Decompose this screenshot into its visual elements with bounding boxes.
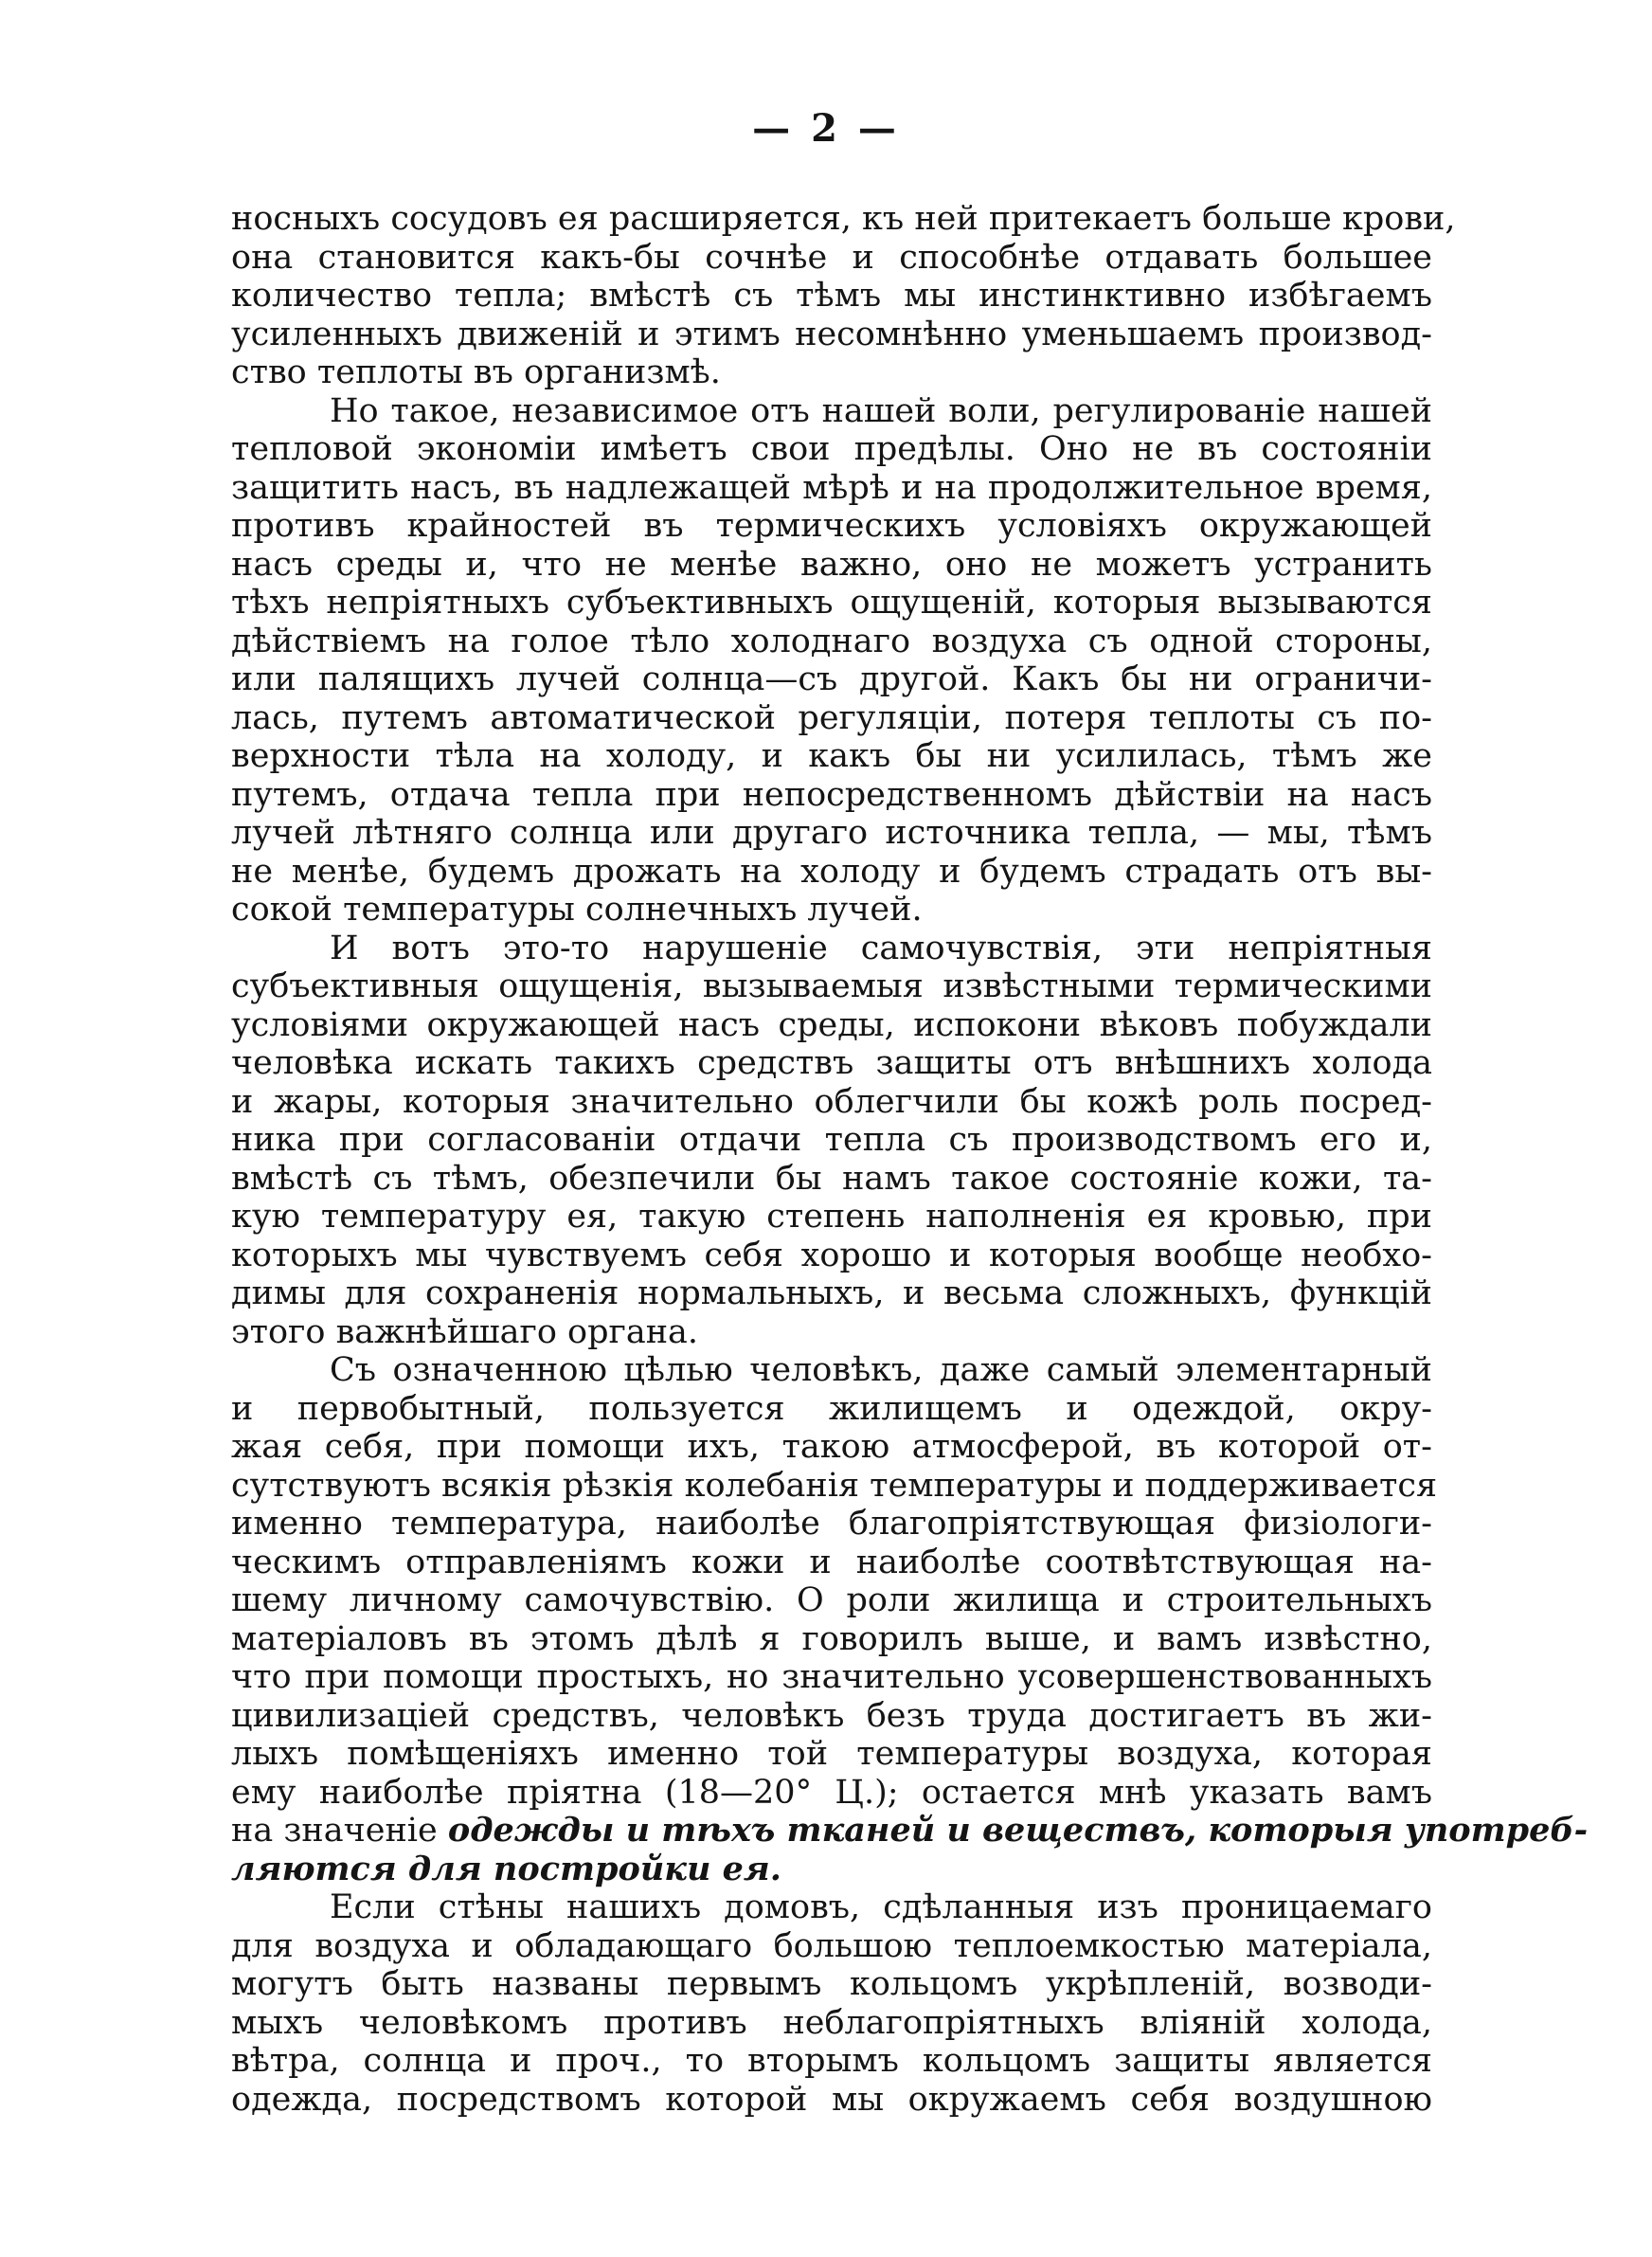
paragraph-2 [231, 392, 1432, 930]
text-line: тепловой экономіи имѣетъ свои предѣлы. Оно не въ состояніи [231, 430, 1432, 468]
text-line: верхности тѣла на холоду, и какъ бы ни усилилась, тѣмъ же [231, 737, 1432, 775]
text-line: могутъ быть названы первымъ кольцомъ укрѣпленій, возводи- [231, 1965, 1432, 2003]
paragraph-3 [231, 930, 1432, 1352]
text-line: что при помощи простыхъ, но значительно усовершенствованныхъ [231, 1658, 1432, 1696]
text-line: жая себя, при помощи ихъ, такою атмосферой, въ которой от- [231, 1428, 1432, 1466]
text-line: ника при согласованіи отдачи тепла съ производствомъ его и, [231, 1121, 1432, 1159]
paragraph-5 [231, 1888, 1432, 2119]
text-line: одежда, посредствомъ которой мы окружаемъ себя воздушною [231, 2080, 1432, 2119]
text-line: лась, путемъ автоматической регуляціи, потеря теплоты съ по- [231, 698, 1432, 737]
text-line: мыхъ человѣкомъ противъ неблагопріятныхъ вліяній холода, [231, 2003, 1432, 2042]
text-line: Но такое, независимое отъ нашей воли, регулированіе нашей [330, 391, 1432, 430]
paragraph-1 [231, 200, 1456, 392]
text-line: человѣка искать такихъ средствъ защиты отъ внѣшнихъ холода [231, 1044, 1432, 1082]
text-line: лучей лѣтняго солнца или другаго источника тепла, — мы, тѣмъ [231, 814, 1432, 852]
text-line: вѣтра, солнца и проч., то вторымъ кольцомъ защиты является [231, 2042, 1432, 2080]
text-line: И вотъ это-то нарушеніе самочувствія, эти непріятныя [330, 929, 1432, 967]
text-line: тѣхъ непріятныхъ субъективныхъ ощущеній, которыя вызываются [231, 584, 1432, 622]
text-line: сокой температуры солнечныхъ лучей. [231, 891, 923, 929]
text-line: условіями окружающей насъ среды, испокони вѣковъ побуждали [231, 1005, 1432, 1044]
text-line: вмѣстѣ съ тѣмъ, обезпечили бы намъ такое состояніе кожи, та- [231, 1159, 1432, 1198]
text-segment: на значеніе [231, 1812, 438, 1850]
text-line: и жары, которыя значительно облегчили бы кожѣ роль посред- [231, 1082, 1432, 1121]
text-line: противъ крайностей въ термическихъ условіяхъ окружающей [231, 507, 1432, 545]
text-line: этого важнѣйшаго органа. [231, 1312, 699, 1351]
text-line: кую температуру ея, такую степень наполненія ея кровью, при [231, 1198, 1432, 1236]
text-line: цивилизаціей средствъ, человѣкъ безъ труда достигаетъ въ жи- [231, 1696, 1432, 1735]
text-line: лыхъ помѣщеніяхъ именно той температуры воздуха, которая [231, 1735, 1432, 1773]
text-line: путемъ, отдача тепла при непосредственномъ дѣйствіи на насъ [231, 775, 1432, 814]
text-line: димы для сохраненія нормальныхъ, и весьма сложныхъ, функцій [231, 1274, 1432, 1312]
text-line: для воздуха и обладающаго большою теплоемкостью матеріала, [231, 1926, 1432, 1965]
italic-text: одежды и тѣхъ тканей и веществъ, которыя употреб- [447, 1811, 1589, 1850]
text-line: защитить насъ, въ надлежащей мѣрѣ и на продолжительное время, [231, 468, 1432, 507]
body-text [231, 200, 1589, 2119]
paragraph-4 [231, 1351, 1589, 1888]
text-line: она становится какъ-бы сочнѣе и способнѣе отдавать большее [231, 238, 1432, 277]
text-line: ему наиболѣе пріятна (18—20° Ц.); остается мнѣ указать вамъ [231, 1773, 1432, 1812]
text-line: именно температура, наиболѣе благопріятствующая физіологи- [231, 1505, 1432, 1543]
text-line: Если стѣны нашихъ домовъ, сдѣланныя изъ проницаемаго [330, 1888, 1432, 1926]
text-line: сутствуютъ всякія рѣзкія колебанія температуры и поддерживается [231, 1466, 1438, 1505]
text-line: не менѣе, будемъ дрожать на холоду и будемъ страдать отъ вы- [231, 852, 1432, 891]
text-line: носныхъ сосудовъ ея расширяется, къ ней притекаетъ больше крови, [231, 200, 1456, 238]
text-line: количество тепла; вмѣстѣ съ тѣмъ мы инстинктивно избѣгаемъ [231, 277, 1432, 315]
page-number: — 2 — [752, 106, 900, 151]
text-line: ство теплоты въ организмѣ. [231, 353, 721, 391]
text-line: усиленныхъ движеній и этимъ несомнѣнно уменьшаемъ производ- [231, 315, 1432, 353]
text-line: ческимъ отправленіямъ кожи и наиболѣе соотвѣтствующая на- [231, 1543, 1432, 1581]
text-line-mixed [231, 1811, 1589, 1851]
text-line: или палящихъ лучей солнца—съ другой. Какъ бы ни ограничи- [231, 660, 1432, 698]
italic-text-line: ляются для постройки ея. [231, 1849, 781, 1888]
text-line: насъ среды и, что не менѣе важно, оно не можетъ устранить [231, 545, 1432, 584]
text-line: и первобытный, пользуется жилищемъ и одеждой, окру- [231, 1389, 1432, 1428]
text-line: которыхъ мы чувствуемъ себя хорошо и которыя вообще необхо- [231, 1236, 1432, 1274]
text-line: шему личному самочувствію. О роли жилища и строительныхъ [231, 1581, 1432, 1619]
text-line: матеріаловъ въ этомъ дѣлѣ я говорилъ выше, и вамъ извѣстно, [231, 1619, 1432, 1658]
text-line: Съ означенною цѣлью человѣкъ, даже самый элементарный [330, 1351, 1432, 1389]
text-line: субъективныя ощущенія, вызываемыя извѣстными термическими [231, 967, 1432, 1005]
text-line: дѣйствіемъ на голое тѣло холоднаго воздуха съ одной стороны, [231, 622, 1432, 660]
